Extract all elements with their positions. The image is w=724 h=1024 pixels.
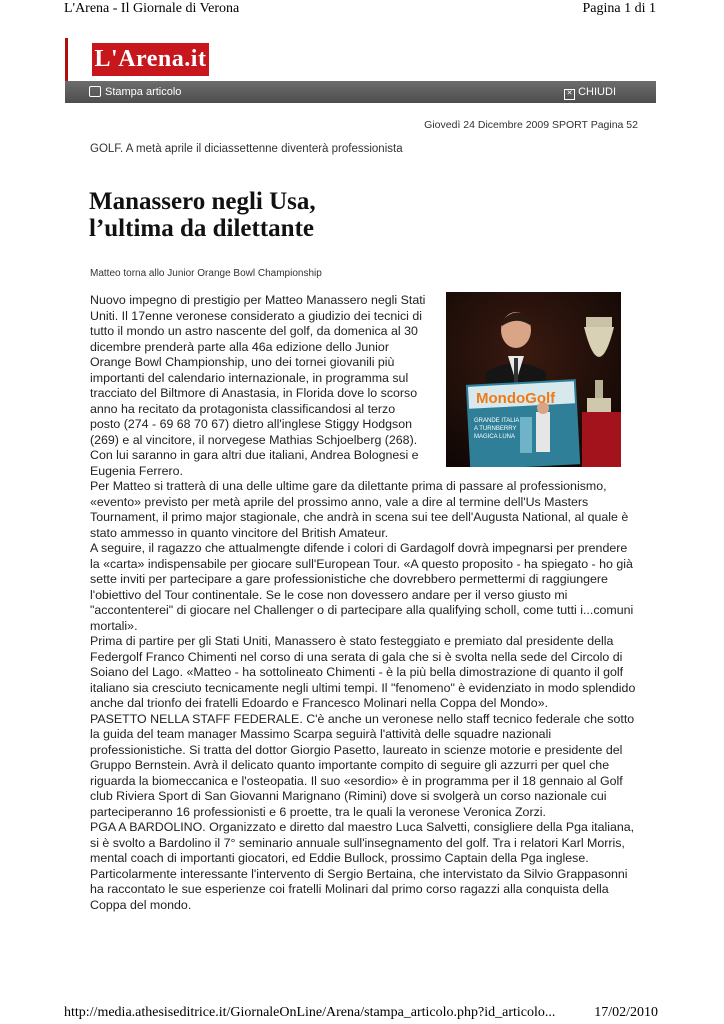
article-paragraph: PASETTO NELLA STAFF FEDERALE. C'è anche un veronese nello staff tecnico federale che sotto la guida del team manager Massimo Scarpa seguirà l'attività delle squadre nazionali professionistiche. Si tratta del dottor Giorgio Pasetto, laureato in scienze motorie e presidente del Gruppo Bernstein. Avrà il delicato quanto importante compito di seguire gli azzurri per quel che riguarda la biomeccanica e l'osteopatia. Il suo «esordio» è in programma per il 18 gennaio al Golf club Riviera Sport di San Giovanni Marignano (Rimini) dove si svolgerà un corso nazionale cui parteciperanno 16 professionisti e 6 proette, tra le quali la veronese Veronica Zorzi. — [90, 711, 635, 819]
print-label: Stampa articolo — [105, 86, 182, 98]
article-kicker: GOLF. A metà aprile il diciassettenne diventerà professionista — [90, 143, 403, 155]
print-date: 17/02/2010 — [594, 1005, 658, 1020]
article-body — [90, 293, 640, 913]
photo-space — [427, 293, 640, 468]
close-label: CHIUDI — [578, 86, 616, 98]
cover-line-1: GRANDE ITALIA — [474, 418, 520, 424]
article-paragraph: Nuovo impegno di prestigio per Matteo Manassero negli Stati Uniti. Il 17enne veronese considerato a giudizio dei tecnici di tutto il mondo un astro nascente del golf, da domenica al 30 dicembre prenderà parte alla 46a edizione dello Junior Orange Bowl Championship, uno dei tornei giovanili più importanti del calendario internazionale, in programma sul tracciato del Biltmore di Anastasia, in Florida dove lo scorso anno ha recitato da protagonista classificandosi al terzo posto (274 - 69 68 70 67) dietro all'inglese Stiggy Hodgson (269) e al vincitore, il norvegese Mathias Schjoelberg (268). — [90, 293, 426, 447]
article-paragraph: Con lui saranno in gara altri due italiani, Andrea Bolognesi e Eugenia Ferrero. — [90, 448, 419, 478]
page-title: L'Arena - Il Giornale di Verona — [64, 1, 240, 16]
article-paragraph: Prima di partire per gli Stati Uniti, Manassero è stato festeggiato e premiato dal presidente della Federgolf Franco Chimenti nel corso di una serata di gala che si è svolta nella sede del Circolo di Soiano del Lago. «Matteo - ha sottolineato Chimenti - è la più bella dimostrazione di quanto il golf italiano sia cresciuto tecnicamente negli ultimi tempi. Il "fenomeno" è evidenziato in modo splendido anche dal trionfo dei fratelli Edoardo e Francesco Molinari nella Coppa del Mondo». — [90, 634, 636, 710]
article-paragraph: Per Matteo si tratterà di una delle ultime gare da dilettante prima di passare al professionismo, «evento» previsto per metà aprile del prossimo anno, vale a dire al termine dell'Us Masters Tournament, il primo major stagionale, che andrà in scena sui tee dell'Augusta National, al quale è stato ammesso in quanto vincitore del British Amateur. — [90, 479, 629, 540]
browser-print-footer — [0, 1002, 724, 1024]
larena-logo[interactable]: L'Arena.it — [92, 43, 209, 76]
article-headline — [89, 188, 509, 242]
article-paragraph: PGA A BARDOLINO. Organizzato e diretto dal maestro Luca Salvetti, consigliere della Pga italiana, si è svolto a Bardolino il 7° seminario annuale sull'insegnamento del golf. Tra i relatori Karl Morris, mental coach di importanti giocatori, ed Eddie Bullock, prossimo Captain della Pga inglese. Particolarmente interessante l'intervento di Sergio Bertaina, che intervistato da Silvio Grappasonni ha raccontato le sue esperienze coi fratelli Molinari dal primo corso ragazzi alla conquista della Coppa del mondo. — [90, 820, 635, 912]
close-button[interactable] — [564, 86, 616, 100]
logo-area — [65, 38, 248, 84]
article-date-line: Giovedì 24 Dicembre 2009 SPORT Pagina 52 — [424, 119, 638, 131]
magazine-title: MondoGolf — [476, 390, 556, 407]
printer-icon — [89, 86, 101, 97]
close-icon: ✕ — [564, 89, 575, 100]
article-paragraph: A seguire, il ragazzo che attualmengte difende i colori di Gardagolf dovrà impegnarsi per prendere la «carta» indispensabile per giocare sull'European Tour. «A questo proposito - ha spiegato - ho già sette inviti per partecipare a gare professionistiche che dovrebbero permettermi di raggiungere l'obiettivo del Tour continentale. Se le cose non dovessero andare per il verso giusto mi "accontenterei" di giocare nel Challenger o di partecipare alla qualifying scholl, come tutti i...comuni mortali». — [90, 541, 634, 633]
print-article-button[interactable] — [89, 86, 181, 98]
cover-line-2: A TURNBERRY — [474, 426, 517, 432]
page-number: Pagina 1 di 1 — [582, 1, 656, 16]
article-toolbar — [65, 81, 656, 103]
headline-line-2: l’ultima da dilettante — [89, 215, 314, 242]
cover-line-3: MAGICA LUNA — [474, 434, 516, 440]
page-url: http://media.athesiseditrice.it/GiornaleOnLine/Arena/stampa_articolo.php?id_articolo... — [64, 1005, 556, 1020]
headline-line-1: Manassero negli Usa, — [89, 188, 316, 215]
browser-print-header — [0, 0, 724, 22]
article-subhead: Matteo torna allo Junior Orange Bowl Championship — [90, 268, 322, 279]
